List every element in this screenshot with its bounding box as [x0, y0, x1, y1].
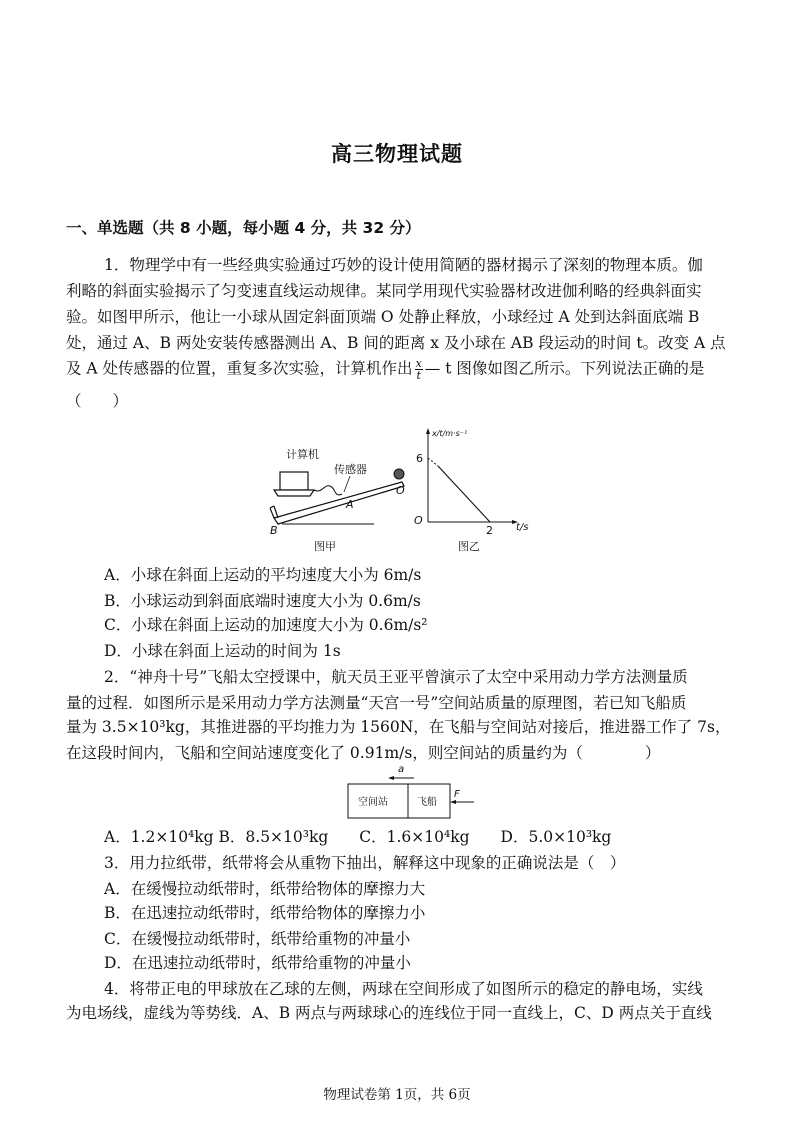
q1-option-c: C．小球在斜面上运动的加速度大小为 0.6m/s² — [104, 616, 428, 634]
q3-option-c: C．在缓慢拉动纸带时，纸带给重物的冲量小 — [104, 930, 411, 948]
q1-line-5 — [66, 358, 704, 381]
q2-line-3: 量为 3.5×10³kg，其推进器的平均推力为 1560N，在飞船与空间站对接后，推进器工作了 7s， — [66, 718, 731, 736]
q1-option-b: B．小球运动到斜面底端时速度大小为 0.6m/s — [104, 592, 421, 610]
fraction-denominator: t — [416, 369, 421, 382]
x-axis-label: t/s — [516, 522, 529, 533]
section-heading: 一、单选题（共 8 小题，每小题 4 分，共 32 分） — [66, 219, 421, 237]
q1-option-a: A．小球在斜面上运动的平均速度大小为 6m/s — [104, 566, 422, 584]
figure-docking-diagram — [340, 760, 490, 822]
q4-line-2: 为电场线，虚线为等势线．A、B 两点与两球球心的连线位于同一直线上，C、D 两点关于直线 — [66, 1004, 712, 1022]
figure-2-caption: 图乙 — [458, 540, 480, 553]
page-title: 高三物理试题 — [331, 142, 463, 166]
page-footer: 物理试卷第 1页，共 6页 — [323, 1087, 471, 1103]
fraction-numerator: x — [415, 357, 422, 370]
q3-option-a: A．在缓慢拉动纸带时，纸带给物体的摩擦力大 — [104, 880, 426, 898]
sensor-cable — [314, 486, 342, 495]
figure-1-caption: 图甲 — [314, 540, 336, 553]
q1-line-6: （ ） — [66, 392, 129, 410]
q2-options: A．1.2×10⁴kg B．8.5×10³kg C．1.6×10⁴kg D．5.0×10³kg — [104, 828, 612, 846]
q1-line-3: 验。如图甲所示，他让一小球从固定斜面顶端 O 处静止释放，小球经过 A 处到达斜面底端 B — [66, 308, 700, 326]
q1-line-5-post: — t 图像如图乙所示。下列说法正确的是 — [424, 359, 705, 378]
point-O-label: O — [396, 484, 405, 497]
x-tick-2: 2 — [486, 524, 493, 537]
y-tick-6: 6 — [416, 452, 423, 465]
point-B-label: B — [270, 524, 278, 537]
q1-line-5-pre: 及 A 处传感器的位置，重复多次实验，计算机作出 — [66, 359, 413, 378]
y-axis-label: x/t/m·s⁻¹ — [432, 429, 468, 438]
graph-dashed-extension — [428, 458, 438, 466]
q1-line-4: 处，通过 A、B 两处安装传感器测出 A、B 间的距离 x 及小球在 AB 段运动的时间 t。改变 A 点 — [66, 334, 726, 352]
computer-label: 计算机 — [286, 448, 319, 461]
force-label: F — [454, 789, 460, 800]
q4-line-1: 4．将带正电的甲球放在乙球的左侧，两球在空间形成了如图所示的稳定的静电场，实线 — [104, 980, 703, 998]
graph-line — [438, 466, 490, 522]
q1-line-1: 1．物理学中有一些经典实验通过巧妙的设计使用简陋的器材揭示了深刻的物理本质。伽 — [104, 256, 703, 274]
space-station-label: 空间站 — [358, 797, 388, 808]
acceleration-arrowhead — [388, 776, 394, 780]
q2-line-2: 量的过程．如图所示是采用动力学方法测量“天宫一号”空间站质量的原理图，若已知飞船质 — [66, 694, 687, 712]
q2-line-4: 在这段时间内，飞船和空间站速度变化了 0.91m/s，则空间站的质量约为（ ） — [66, 744, 661, 762]
q2-line-1: 2．“神舟十号”飞船太空授课中，航天员王亚平曾演示了太空中采用动力学方法测量质 — [104, 668, 688, 686]
q1-line-2: 利略的斜面实验揭示了匀变速直线运动规律。某同学用现代实验器材改进伽利略的经典斜面实 — [66, 282, 702, 300]
origin-label: O — [414, 514, 423, 527]
ball-icon — [394, 469, 404, 479]
figure-xt-graph — [408, 424, 538, 558]
computer-icon — [274, 472, 314, 496]
point-A-label: A — [346, 498, 354, 511]
q3-option-b: B．在迅速拉动纸带时，纸带给物体的摩擦力小 — [104, 904, 426, 922]
spaceship-label: 飞船 — [417, 797, 437, 808]
sensor-pointer — [344, 476, 350, 492]
force-arrowhead — [450, 800, 456, 804]
figure-incline-apparatus — [262, 438, 412, 558]
x-over-t-fraction — [415, 358, 423, 381]
q3-option-d: D．在迅速拉动纸带时，纸带给重物的冲量小 — [104, 954, 411, 972]
acceleration-label: a — [398, 764, 405, 775]
xt-axis-arrow — [426, 428, 430, 434]
q1-option-d: D．小球在斜面上运动的时间为 1s — [104, 642, 341, 660]
q3-stem: 3．用力拉纸带，纸带将会从重物下抽出，解释这中现象的正确说法是（ ） — [104, 854, 626, 872]
sensor-label: 传感器 — [334, 463, 367, 476]
